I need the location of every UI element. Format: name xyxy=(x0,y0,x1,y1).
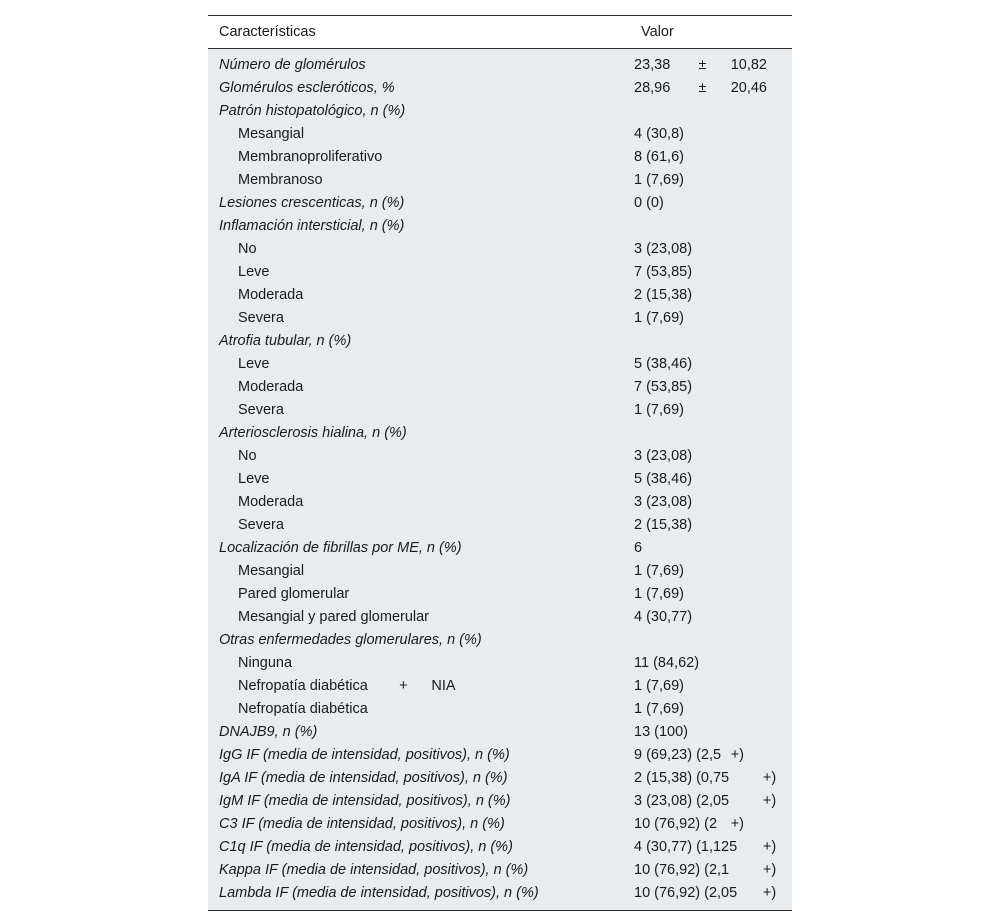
row-characteristic: Arteriosclerosis hialina, n (%) xyxy=(219,424,407,441)
table-row xyxy=(208,651,792,674)
data-table xyxy=(208,15,792,911)
table-row xyxy=(208,421,792,444)
row-characteristic: Nefropatía diabética xyxy=(238,700,368,717)
table-row xyxy=(208,122,792,145)
row-value: 3 (23,08) xyxy=(634,493,693,510)
row-value: 11 (84,62) xyxy=(634,654,700,671)
table-row xyxy=(208,260,792,283)
row-value xyxy=(630,329,792,352)
row-value: 5 (38,46) xyxy=(634,355,693,372)
row-characteristic: No xyxy=(238,447,257,464)
row-value xyxy=(630,421,792,444)
row-value: 1 (7,69) xyxy=(634,562,684,579)
row-value: 8 (61,6) xyxy=(634,148,684,165)
table-row xyxy=(208,352,792,375)
row-value: 5 (38,46) xyxy=(634,470,693,487)
row-characteristic: Mesangial xyxy=(238,125,305,142)
row-value: 10 (76,92) (2,05 +) xyxy=(630,881,792,911)
row-characteristic: Glomérulos escleróticos, % xyxy=(219,79,395,96)
row-characteristic: Pared glomerular xyxy=(238,585,350,602)
row-value: 4 (30,77) (1,125 +) xyxy=(634,838,777,855)
row-value: 23,38 ± 10,82 xyxy=(634,56,767,73)
table-body xyxy=(208,49,792,911)
row-characteristic: Leve xyxy=(238,355,270,372)
table-row xyxy=(208,513,792,536)
header-row xyxy=(208,16,792,49)
table-row xyxy=(208,398,792,421)
row-characteristic: C3 IF (media de intensidad, positivos), n (%) xyxy=(219,815,505,832)
row-value: 3 (23,08) xyxy=(634,447,693,464)
row-characteristic: Membranoproliferativo xyxy=(238,148,383,165)
row-characteristic: IgA IF (media de intensidad, positivos), n (%) xyxy=(219,769,508,786)
table-row xyxy=(208,76,792,99)
row-value: 7 (53,85) xyxy=(634,378,693,395)
row-characteristic: Atrofia tubular, n (%) xyxy=(219,332,352,349)
row-value xyxy=(630,628,792,651)
table-row xyxy=(208,697,792,720)
row-characteristic: Ninguna xyxy=(238,654,293,671)
row-characteristic: Severa xyxy=(238,309,284,326)
row-value xyxy=(630,214,792,237)
row-characteristic: Kappa IF (media de intensidad, positivos), n (%) xyxy=(219,861,529,878)
row-characteristic: Número de glomérulos xyxy=(219,56,366,73)
row-characteristic: Severa xyxy=(238,516,284,533)
row-value xyxy=(630,99,792,122)
table-row xyxy=(208,674,792,697)
row-characteristic: Patrón histopatológico, n (%) xyxy=(219,102,406,119)
row-characteristic: IgM IF (media de intensidad, positivos), n (%) xyxy=(219,792,511,809)
table-row xyxy=(208,49,792,77)
row-characteristic: DNAJB9, n (%) xyxy=(219,723,318,740)
table-row xyxy=(208,881,792,911)
table-row xyxy=(208,559,792,582)
row-characteristic: Mesangial y pared glomerular xyxy=(238,608,430,625)
row-characteristic: Localización de fibrillas por ME, n (%) xyxy=(219,539,462,556)
row-characteristic: Nefropatía diabética + NIA xyxy=(238,677,456,694)
table-row xyxy=(208,789,792,812)
row-value: 6 xyxy=(634,539,643,556)
table-row xyxy=(208,191,792,214)
table-row xyxy=(208,605,792,628)
characteristics-table xyxy=(208,15,792,911)
table-row xyxy=(208,536,792,559)
table-row xyxy=(208,214,792,237)
row-value: 4 (30,8) xyxy=(634,125,684,142)
row-characteristic: Severa xyxy=(238,401,284,418)
row-value: 0 (0) xyxy=(634,194,664,211)
row-value: 1 (7,69) xyxy=(634,700,684,717)
row-value: 1 (7,69) xyxy=(634,677,684,694)
header-characteristics: Características xyxy=(208,16,630,49)
row-value: 1 (7,69) xyxy=(634,309,684,326)
table-row xyxy=(208,168,792,191)
row-value: 2 (15,38) xyxy=(634,286,693,303)
row-value: 10 (76,92) (2,1 +) xyxy=(634,861,777,878)
row-value: 2 (15,38) xyxy=(634,516,693,533)
row-characteristic: Lesiones crescenticas, n (%) xyxy=(219,194,405,211)
header-value: Valor xyxy=(630,16,792,49)
table-row xyxy=(208,99,792,122)
table-row xyxy=(208,490,792,513)
table-row xyxy=(208,444,792,467)
table-row xyxy=(208,812,792,835)
row-value: 1 (7,69) xyxy=(634,171,684,188)
row-value: 13 (100) xyxy=(634,723,689,740)
row-value: 1 (7,69) xyxy=(634,401,684,418)
table-row xyxy=(208,145,792,168)
row-characteristic: Mesangial xyxy=(238,562,305,579)
table-row xyxy=(208,766,792,789)
table-row xyxy=(208,720,792,743)
table-row xyxy=(208,237,792,260)
row-value: 3 (23,08) xyxy=(634,240,693,257)
table-row xyxy=(208,582,792,605)
table-row xyxy=(208,306,792,329)
table-row xyxy=(208,329,792,352)
row-value: 4 (30,77) xyxy=(634,608,693,625)
row-characteristic: Lambda IF (media de intensidad, positivos), n (%) xyxy=(208,881,630,911)
row-value: 2 (15,38) (0,75 +) xyxy=(634,769,777,786)
row-characteristic: Leve xyxy=(238,263,270,280)
table-row xyxy=(208,467,792,490)
row-value: 7 (53,85) xyxy=(634,263,693,280)
row-value: 3 (23,08) (2,05 +) xyxy=(634,792,777,809)
table-row xyxy=(208,283,792,306)
row-characteristic: C1q IF (media de intensidad, positivos), n (%) xyxy=(219,838,513,855)
row-characteristic: IgG IF (media de intensidad, positivos), n (%) xyxy=(219,746,510,763)
row-characteristic: No xyxy=(238,240,257,257)
row-value: 9 (69,23) (2,5 +) xyxy=(634,746,744,763)
table-row xyxy=(208,835,792,858)
table-row xyxy=(208,743,792,766)
row-characteristic: Moderada xyxy=(238,493,304,510)
table-row xyxy=(208,858,792,881)
row-characteristic: Otras enfermedades glomerulares, n (%) xyxy=(219,631,482,648)
row-characteristic: Membranoso xyxy=(238,171,323,188)
row-characteristic: Leve xyxy=(238,470,270,487)
row-value: 28,96 ± 20,46 xyxy=(634,79,767,96)
table-row xyxy=(208,628,792,651)
row-value: 1 (7,69) xyxy=(634,585,684,602)
row-characteristic: Moderada xyxy=(238,378,304,395)
row-characteristic: Inflamación intersticial, n (%) xyxy=(219,217,405,234)
row-value: 10 (76,92) (2 +) xyxy=(634,815,744,832)
row-characteristic: Moderada xyxy=(238,286,304,303)
table-row xyxy=(208,375,792,398)
